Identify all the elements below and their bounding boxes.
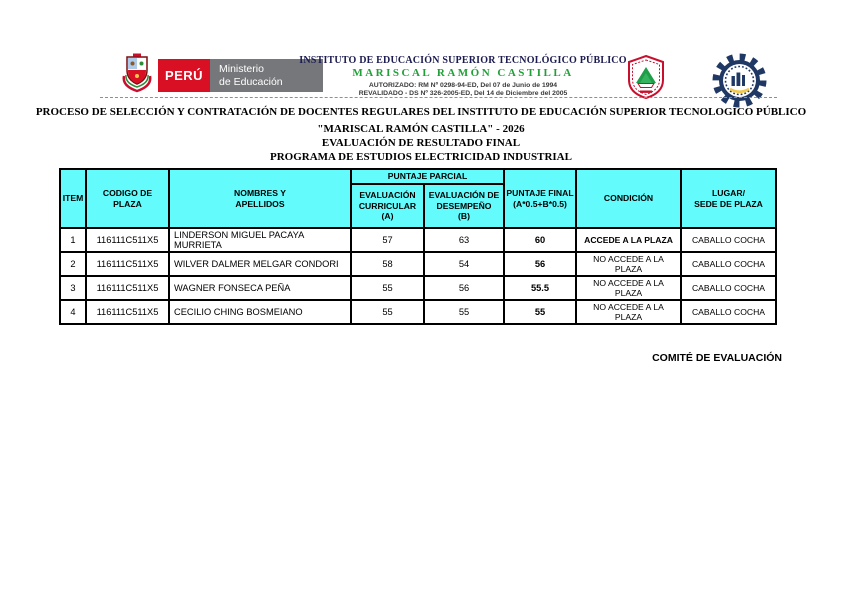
col-header-eval-b-line1: EVALUACIÓN DE (428, 190, 500, 201)
col-header-nombres-line1: NOMBRES Y (234, 188, 286, 198)
cell-nombres: WAGNER FONSECA PEÑA (169, 276, 351, 300)
title-line-2: "MARISCAL RAMÓN CASTILLA" - 2026 (317, 123, 525, 135)
cell-codigo: 116111C511X5 (86, 300, 169, 324)
cell-condicion: NO ACCEDE A LA PLAZA (576, 252, 681, 276)
cell-eval-desempeno: 54 (424, 252, 504, 276)
letterhead-divider (100, 97, 777, 98)
col-header-eval-desempeno (424, 184, 504, 228)
cell-puntaje-final: 55.5 (504, 276, 576, 300)
table-row (60, 300, 776, 324)
peru-brand-box (158, 59, 210, 92)
cell-eval-curricular: 58 (351, 252, 424, 276)
table-header-row-1 (60, 169, 776, 184)
col-header-puntaje-final (504, 169, 576, 228)
col-header-final-line2: (A*0.5+B*0.5) (513, 198, 567, 209)
cell-nombres: CECILIO CHING BOSMEIANO (169, 300, 351, 324)
table-row (60, 252, 776, 276)
cell-puntaje-final: 56 (504, 252, 576, 276)
col-header-eval-b-line3: (B) (458, 211, 470, 222)
cell-nombres: WILVER DALMER MELGAR CONDORI (169, 252, 351, 276)
col-header-lugar-line2: SEDE DE PLAZA (694, 198, 763, 209)
peru-coat-of-arms-icon (119, 52, 155, 93)
revalidated-line: REVALIDADO - DS Nº 326-2005-ED, Del 14 de Diciembre del 2005 (358, 90, 568, 97)
cell-codigo: 116111C511X5 (86, 228, 169, 252)
cell-eval-curricular: 57 (351, 228, 424, 252)
institute-title: MARISCAL RAMÓN CASTILLA (352, 67, 574, 79)
col-header-eval-curricular (351, 184, 424, 228)
table-row (60, 228, 776, 252)
col-header-lugar (681, 169, 776, 228)
ministry-label-line2: de Educación (219, 75, 283, 88)
col-header-eval-a-line2: CURRICULAR (358, 200, 417, 211)
title-line-4: PROGRAMA DE ESTUDIOS ELECTRICIDAD INDUSTRIAL (270, 151, 572, 163)
cell-condicion: NO ACCEDE A LA PLAZA (576, 276, 681, 300)
institutional-gear-seal-icon (711, 52, 768, 109)
cell-nombres: LINDERSON MIGUEL PACAYA MURRIETA (169, 228, 351, 252)
col-header-nombres-line2: APELLIDOS (235, 198, 285, 209)
document-title-block (30, 105, 812, 164)
results-table (59, 168, 777, 325)
ministry-label-line1: Ministerio (219, 62, 264, 75)
col-header-codigo: CODIGO DE PLAZA (86, 169, 169, 228)
col-header-eval-b-line2: DESEMPEÑO (436, 200, 492, 211)
col-header-final-line1: PUNTAJE FINAL (506, 188, 574, 198)
cell-lugar: CABALLO COCHA (681, 300, 776, 324)
cell-lugar: CABALLO COCHA (681, 276, 776, 300)
col-header-eval-a-line3: (A) (381, 211, 394, 222)
cell-eval-desempeno: 55 (424, 300, 504, 324)
col-header-eval-a-line1: EVALUACIÓN (359, 190, 416, 201)
evaluation-committee-label: COMITÉ DE EVALUACIÓN (652, 352, 782, 364)
cell-condicion: NO ACCEDE A LA PLAZA (576, 300, 681, 324)
cell-puntaje-final: 60 (504, 228, 576, 252)
table-row (60, 276, 776, 300)
title-line-3: EVALUACIÓN DE RESULTADO FINAL (321, 137, 521, 149)
col-header-item: ITEM (60, 169, 86, 228)
col-header-puntaje-parcial: PUNTAJE PARCIAL (351, 169, 504, 184)
col-header-lugar-line1: LUGAR/ (712, 188, 745, 198)
cell-codigo: 116111C511X5 (86, 276, 169, 300)
col-header-nombres (169, 169, 351, 228)
col-header-condicion: CONDICIÓN (576, 169, 681, 228)
institute-name: INSTITUTO DE EDUCACIÓN SUPERIOR TECNOLÓGICO PÚBLICO (299, 55, 627, 66)
cell-codigo: 116111C511X5 (86, 252, 169, 276)
cell-lugar: CABALLO COCHA (681, 228, 776, 252)
cell-puntaje-final: 55 (504, 300, 576, 324)
cell-eval-curricular: 55 (351, 276, 424, 300)
cell-condicion: ACCEDE A LA PLAZA (576, 228, 681, 252)
peru-brand-label: PERÚ (164, 68, 204, 83)
cell-item: 3 (60, 276, 86, 300)
cell-eval-desempeno: 63 (424, 228, 504, 252)
cell-item: 4 (60, 300, 86, 324)
cell-lugar: CABALLO COCHA (681, 252, 776, 276)
cell-item: 1 (60, 228, 86, 252)
institute-shield-icon (627, 55, 665, 99)
letterhead-center (293, 55, 633, 97)
cell-eval-desempeno: 56 (424, 276, 504, 300)
cell-eval-curricular: 55 (351, 300, 424, 324)
cell-item: 2 (60, 252, 86, 276)
authorized-line: AUTORIZADO: RM Nº 0298-94-ED, Del 07 de Junio de 1994 (368, 82, 558, 89)
title-line-1: PROCESO DE SELECCIÓN Y CONTRATACIÓN DE DOCENTES REGULARES DEL INSTITUTO DE EDUCACIÓN SUPERIOR TECNOLOGICO PÚBLICO (35, 106, 807, 118)
